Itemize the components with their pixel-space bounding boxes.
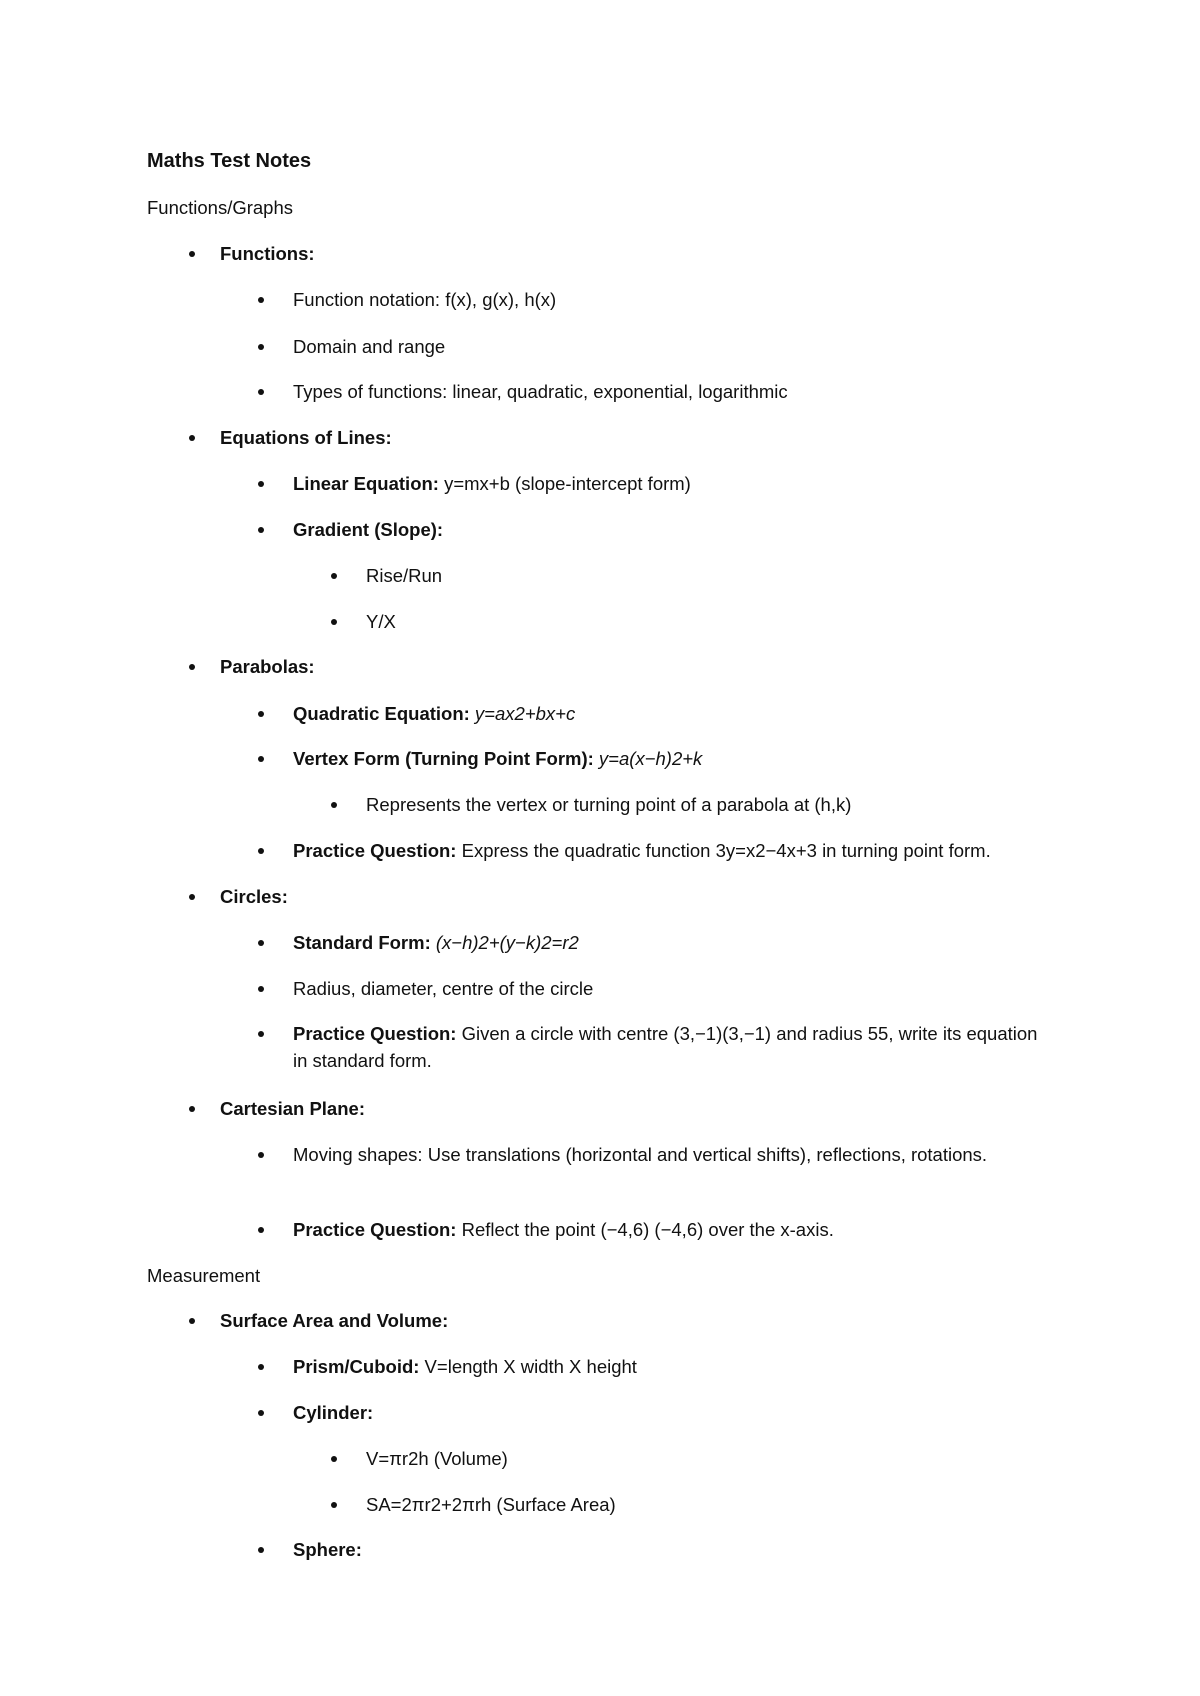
bullet-icon [258,527,264,533]
item-label: Cylinder: [293,1402,374,1423]
bullet-icon [189,894,195,900]
list-item-moving-shapes: Moving shapes: Use translations (horizontal and vertical shifts), reflections, rotations. [293,1144,988,1165]
bullet-icon [258,756,264,762]
list-item-parabolas [220,653,315,680]
item-label: Gradient (Slope): [293,519,444,540]
item-label: Standard Form: [293,932,431,953]
list-item-surface-area-volume [220,1307,448,1334]
item-text: y=a(x−h)2+k [593,748,703,769]
bullet-icon [189,664,195,670]
list-item-cylinder [293,1399,373,1426]
list-item-cylinder-surface-area: SA=2πr2+2πrh (Surface Area) [366,1494,616,1515]
bullet-icon [258,389,264,395]
bullet-icon [331,619,337,625]
list-item-sphere [293,1536,362,1563]
item-label: Vertex Form (Turning Point Form): [293,748,594,769]
list-item-parabola-practice [293,837,991,864]
item-heading: Parabolas: [220,656,315,677]
bullet-icon [331,802,337,808]
bullet-icon [258,1410,264,1416]
list-item-circle-parts: Radius, diameter, centre of the circle [293,978,594,999]
bullet-icon [258,1227,264,1233]
bullet-icon [258,1152,264,1158]
bullet-icon [258,297,264,303]
list-item-cartesian-plane [220,1095,365,1122]
item-heading: Surface Area and Volume: [220,1310,449,1331]
bullet-icon [258,481,264,487]
section-heading-measurement: Measurement [147,1265,261,1286]
bullet-icon [258,848,264,854]
list-item-circle-practice [293,1020,1053,1074]
list-item-cartesian-practice [293,1216,834,1243]
bullet-icon [189,1318,195,1324]
list-item-linear-equation [293,470,691,497]
list-item-cylinder-volume: V=πr2h (Volume) [366,1448,508,1469]
item-label: Linear Equation: [293,473,439,494]
bullet-icon [258,711,264,717]
item-heading: Circles: [220,886,288,907]
bullet-icon [258,1031,264,1037]
bullet-icon [331,573,337,579]
bullet-icon [258,940,264,946]
item-label: Sphere: [293,1539,362,1560]
page-title: Maths Test Notes [147,150,312,172]
item-text: Express the quadratic function 3y=x2−4x+3 in turning point form. [456,840,991,861]
item-heading: Cartesian Plane: [220,1098,365,1119]
list-item-function-notation: Function notation: f(x), g(x), h(x) [293,289,557,310]
list-item-y-x: Y/X [366,611,396,632]
item-text: Reflect the point (−4,6) (−4,6) over the x-axis. [456,1219,834,1240]
list-item-functions [220,240,315,267]
bullet-icon [189,435,195,441]
bullet-icon [189,1106,195,1112]
list-item-function-types: Types of functions: linear, quadratic, exponential, logarithmic [293,381,788,402]
bullet-icon [258,1364,264,1370]
list-item-equations-of-lines [220,424,392,451]
list-item-prism-cuboid [293,1353,637,1380]
list-item-gradient [293,516,443,543]
list-item-vertex-note: Represents the vertex or turning point of a parabola at (h,k) [366,794,852,815]
item-heading: Functions: [220,243,315,264]
item-text: y=ax2+bx+c [469,703,576,724]
item-label: Prism/Cuboid: [293,1356,420,1377]
bullet-icon [331,1502,337,1508]
list-item-rise-run: Rise/Run [366,565,443,586]
item-text: V=length X width X height [419,1356,637,1377]
list-item-circles [220,883,288,910]
bullet-icon [258,344,264,350]
item-text: y=mx+b (slope-intercept form) [438,473,691,494]
list-item-standard-form [293,929,579,956]
item-label: Practice Question: [293,840,457,861]
bullet-icon [258,986,264,992]
bullet-icon [331,1456,337,1462]
list-item-quadratic-equation [293,700,575,727]
item-label: Quadratic Equation: [293,703,470,724]
list-item-domain-range: Domain and range [293,336,446,357]
item-heading: Equations of Lines: [220,427,392,448]
bullet-icon [189,251,195,257]
item-text: (x−h)2+(y−k)2=r2 [430,932,579,953]
bullet-icon [258,1547,264,1553]
item-label: Practice Question: [293,1023,457,1044]
section-heading-functions-graphs: Functions/Graphs [147,197,294,218]
item-text: Given a circle with centre (3,−1)(3,−1) and radius 55, write its equation in standard form. [293,1023,1038,1071]
item-label: Practice Question: [293,1219,457,1240]
list-item-vertex-form [293,745,702,772]
